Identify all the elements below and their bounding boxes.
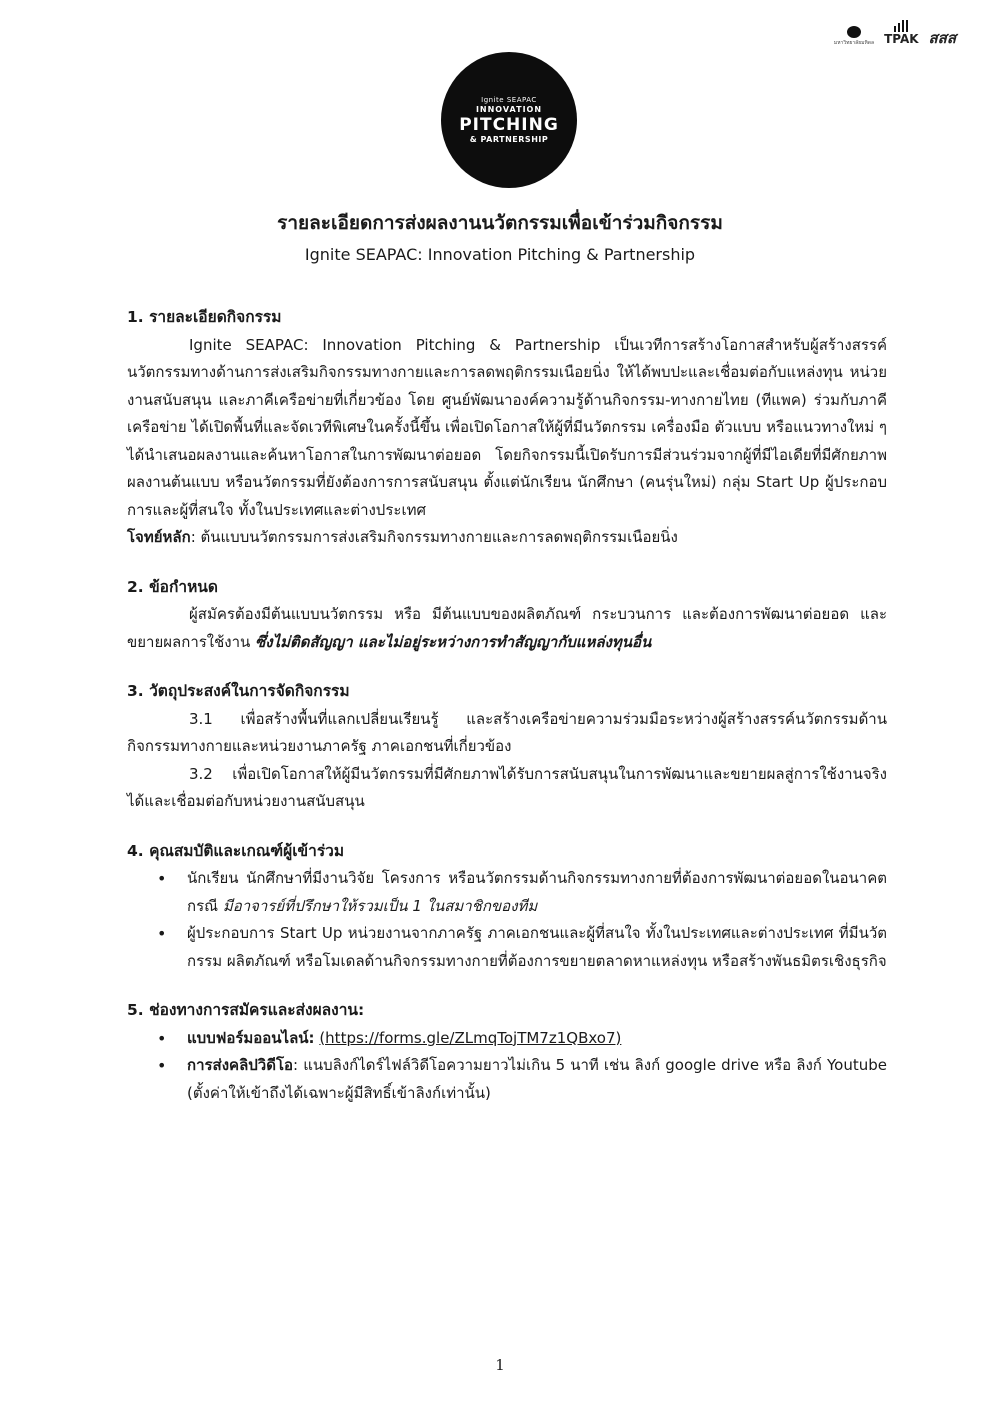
video-label: การส่งคลิปวิดีโอ xyxy=(187,1056,294,1074)
eligibility-item-startups: • ผู้ประกอบการ Start Up หน่วยงานจากภาครัฐ ภาคเอกชนและผู้ที่สนใจ ทั้งในประเทศและต่างประเทศ ที่มีนวัตกรรม ผลิตภัณฑ์ หรือโมเดลด้านกิจกรรมทางกายที่ต้องการขยายตลาดหาแหล่งทุน หรือสร้างพันธมิตรเชิงธุรกิจ xyxy=(127,920,887,975)
document-subtitle: Ignite SEAPAC: Innovation Pitching & Partnership xyxy=(304,245,696,264)
section-2-text: ผู้สมัครต้องมีต้นแบบนวัตกรรม หรือ มีต้นแบบของผลิตภัณฑ์ กระบวนการ และต้องการพัฒนาต่อยอด และขยายผลการใช้งาน xyxy=(127,605,887,651)
section-1-heading: 1. รายละเอียดกิจกรรม xyxy=(127,308,282,326)
form-link[interactable]: (https://forms.gle/ZLmqTojTM7z1QBxo7) xyxy=(319,1028,622,1047)
video-text: : แนบลิงก์ไดร์ไฟล์วิดีโอความยาวไม่เกิน 5 นาที เช่น ลิงก์ google drive หรือ ลิงก์ Youtube (ตั้งค่าให้เข้าถึงได้เฉพาะผู้มีสิทธิ์เข้าลิงก์เท่านั้น) xyxy=(187,1056,887,1102)
partner-logo-university: มหาวิทยาลัยมหิดล xyxy=(834,26,874,46)
section-3-heading: 3. วัตถุประสงค์ในการจัดกิจกรรม xyxy=(127,682,350,700)
theme-label: โจทย์หลัก xyxy=(127,528,191,546)
objective-3-2: 3.2 เพื่อเปิดโอกาสให้ผู้มีนวัตกรรมที่มีศักยภาพได้รับการสนับสนุนในการพัฒนาและขยายผลสู่การใช้งานจริงได้และเชื่อมต่อกับหน่วยงานสนับสนุน xyxy=(127,764,887,810)
partner-logo-tpak: TPAK xyxy=(884,20,918,46)
eligibility-item-students xyxy=(127,865,887,920)
eligibility-students-note: มีอาจารย์ที่ปรึกษาให้รวมเป็น 1 ในสมาชิกของทีม xyxy=(222,896,538,915)
tpak-bars-icon xyxy=(894,20,908,32)
submission-list xyxy=(127,1025,887,1108)
document-body xyxy=(127,304,887,1107)
document-title: รายละเอียดการส่งผลงานนวัตกรรมเพื่อเข้าร่วมกิจกรรม xyxy=(277,212,723,234)
event-logo: Ignite SEAPAC INNOVATION PITCHING & PARTNERSHIP xyxy=(441,52,577,188)
partner-logos xyxy=(834,20,956,46)
theme-text: : ต้นแบบนวัตกรรมการส่งเสริมกิจกรรมทางกายและการลดพฤติกรรมเนือยนิ่ง xyxy=(190,528,678,546)
section-4-heading: 4. คุณสมบัติและเกณฑ์ผู้เข้าร่วม xyxy=(127,841,345,860)
objective-3-1: 3.1 เพื่อสร้างพื้นที่แลกเปลี่ยนเรียนรู้ และสร้างเครือข่ายความร่วมมือระหว่างผู้สร้างสรรค์นวัตกรรมด้านกิจกรรมทางกายและหน่วยงานภาครัฐ ภาคเอกชนที่เกี่ยวข้อง xyxy=(127,709,887,755)
submission-item-video xyxy=(127,1052,887,1107)
section-1-theme xyxy=(127,524,887,552)
section-2-body xyxy=(127,601,887,656)
form-label: แบบฟอร์มออนไลน์ xyxy=(187,1028,309,1047)
section-2-heading: 2. ข้อกำหนด xyxy=(127,577,218,596)
page-number: 1 xyxy=(495,1356,505,1374)
eligibility-list xyxy=(127,865,887,975)
submission-item-form: • แบบฟอร์มออนไลน์: (https://forms.gle/ZLmqTojTM7z1QBxo7) xyxy=(127,1025,887,1053)
section-1-body: Ignite SEAPAC: Innovation Pitching & Partnership เป็นเวทีการสร้างโอกาสสำหรับผู้สร้างสรรค์นวัตกรรมทางด้านการส่งเสริมกิจกรรมทางกายและการลดพฤติกรรมเนือยนิ่ง ให้ได้พบปะและเชื่อมต่อกับแหล่งทุน หน่วยงานสนับสนุน และภาคีเครือข่ายที่เกี่ยวข้อง โดย ศูนย์พัฒนาองค์ความรู้ด้านกิจกรรม-ทางกายไทย (ทีแพค) ร่วมกับภาคีเครือข่าย ได้เปิดพื้นที่และจัดเวทีพิเศษในครั้งนี้ขึ้น เพื่อเปิดโอกาสให้ผู้ที่มีนวัตกรรม เครื่องมือ ตัวแบบ หรือแนวทางใหม่ ๆ ได้นำเสนอผลงานและค้นหาโอกาสในการพัฒนาต่อยอด โดยกิจกรรมนี้เปิดรับการมีส่วนร่วมจากผู้ที่มีไอเดียที่มีศักยภาพ ผลงานต้นแบบ หรือนวัตกรรมที่ยังต้องการการสนับสนุน ตั้งแต่นักเรียน นักศึกษา (คนรุ่นใหม่) กลุ่ม Start Up ผู้ประกอบการและผู้ที่สนใจ ทั้งในประเทศและต่างประเทศ xyxy=(127,335,887,519)
eligibility-students-text: นักเรียน นักศึกษาที่มีงานวิจัย โครงการ หรือนวัตกรรมด้านกิจกรรมทางกายที่ต้องการพัฒนาต่อยอดในอนาคต กรณี xyxy=(187,869,887,915)
university-seal-icon xyxy=(847,26,861,38)
partner-logo-thaihealth: สสส xyxy=(928,29,956,47)
section-5-heading: 5. ช่องทางการสมัครและส่งผลงาน: xyxy=(127,1001,365,1019)
section-2-emphasis: ซึ่งไม่ติดสัญญา และไม่อยู่ระหว่างการทำสัญญากับแหล่งทุนอื่น xyxy=(255,632,652,651)
